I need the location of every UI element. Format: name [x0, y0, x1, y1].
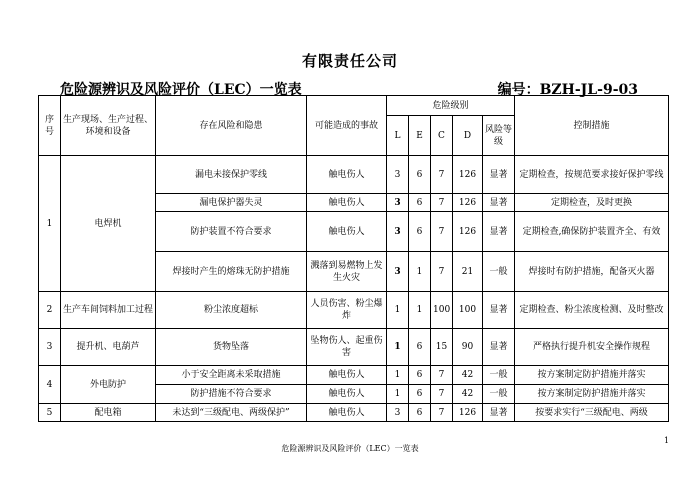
document-title: 危险源辨识及风险评价（LEC）一览表 [60, 82, 302, 98]
cell-control: 定期检查，按规范要求接好保护零线 [515, 156, 669, 194]
cell-C: 100 [431, 292, 453, 329]
cell-accident: 坠物伤人、起重伤害 [307, 329, 387, 366]
cell-D: 126 [453, 194, 483, 212]
cell-risk: 显著 [483, 194, 515, 212]
table-row [39, 329, 669, 366]
col-control: 控制措施 [515, 96, 669, 156]
cell-accident: 触电伤人 [307, 385, 387, 404]
cell-D: 21 [453, 252, 483, 292]
cell-seq: 2 [39, 292, 61, 329]
cell-risk: 显著 [483, 212, 515, 252]
cell-accident: 人员伤害、粉尘爆炸 [307, 292, 387, 329]
cell-C: 7 [431, 252, 453, 292]
cell-risk: 显著 [483, 292, 515, 329]
cell-hazard: 货物坠落 [156, 329, 307, 366]
col-seq: 序号 [39, 96, 61, 156]
page-footer: 危险源辨识及风险评价（LEC）一览表 [281, 444, 419, 453]
cell-accident: 溅落到易燃物上发生火灾 [307, 252, 387, 292]
cell-E: 6 [409, 404, 431, 422]
col-site: 生产现场、生产过程、环境和设备 [61, 96, 156, 156]
cell-E: 6 [409, 212, 431, 252]
cell-D: 42 [453, 366, 483, 385]
cell-control: 严格执行提升机安全操作规程 [515, 329, 669, 366]
cell-risk: 一般 [483, 385, 515, 404]
cell-hazard: 未达到“三级配电、两级保护” [156, 404, 307, 422]
cell-control: 按方案制定防护措施并落实 [515, 366, 669, 385]
cell-L: 3 [387, 194, 409, 212]
table-row [39, 404, 669, 422]
hazard-table [38, 95, 669, 422]
cell-D: 126 [453, 156, 483, 194]
col-accident: 可能造成的事故 [307, 96, 387, 156]
cell-C: 7 [431, 212, 453, 252]
cell-site: 配电箱 [61, 404, 156, 422]
cell-L: 1 [387, 329, 409, 366]
cell-control: 定期检查、粉尘浓度检测、及时整改 [515, 292, 669, 329]
cell-site: 电焊机 [61, 156, 156, 292]
cell-E: 1 [409, 292, 431, 329]
col-E: E [409, 116, 431, 156]
cell-C: 7 [431, 156, 453, 194]
cell-accident: 触电伤人 [307, 212, 387, 252]
cell-L: 1 [387, 385, 409, 404]
cell-control: 按方案制定防护措施并落实 [515, 385, 669, 404]
col-risk: 风险等级 [483, 116, 515, 156]
cell-accident: 触电伤人 [307, 366, 387, 385]
cell-control: 定期检查,确保防护装置齐全、有效 [515, 212, 669, 252]
cell-risk: 一般 [483, 366, 515, 385]
table-row [39, 292, 669, 329]
cell-D: 126 [453, 404, 483, 422]
cell-E: 6 [409, 385, 431, 404]
cell-hazard: 漏电未接保护零线 [156, 156, 307, 194]
col-D: D [453, 116, 483, 156]
cell-E: 6 [409, 156, 431, 194]
document-number: 编号：BZH-JL-9-03 [497, 82, 638, 98]
cell-D: 90 [453, 329, 483, 366]
cell-seq: 1 [39, 156, 61, 292]
cell-hazard: 焊接时产生的熔珠无防护措施 [156, 252, 307, 292]
cell-hazard: 防护措施不符合要求 [156, 385, 307, 404]
cell-C: 7 [431, 385, 453, 404]
cell-L: 1 [387, 292, 409, 329]
cell-L: 3 [387, 212, 409, 252]
cell-C: 7 [431, 194, 453, 212]
col-C: C [431, 116, 453, 156]
cell-accident: 触电伤人 [307, 404, 387, 422]
company-name: 有限责任公司 [301, 52, 398, 70]
cell-hazard: 漏电保护器失灵 [156, 194, 307, 212]
cell-seq: 5 [39, 404, 61, 422]
cell-C: 7 [431, 404, 453, 422]
cell-L: 3 [387, 404, 409, 422]
cell-control: 焊接时有防护措施，配备灭火器 [515, 252, 669, 292]
cell-hazard: 防护装置不符合要求 [156, 212, 307, 252]
cell-risk: 显著 [483, 329, 515, 366]
table-row [39, 156, 669, 194]
page-number: 1 [664, 436, 670, 445]
cell-control: 定期检查，及时更换 [515, 194, 669, 212]
col-level-group: 危险级别 [387, 96, 515, 116]
cell-E: 6 [409, 329, 431, 366]
cell-C: 7 [431, 366, 453, 385]
cell-E: 6 [409, 366, 431, 385]
cell-site: 提升机、电葫芦 [61, 329, 156, 366]
cell-E: 6 [409, 194, 431, 212]
cell-risk: 显著 [483, 156, 515, 194]
table-row [39, 366, 669, 385]
cell-D: 42 [453, 385, 483, 404]
cell-hazard: 粉尘浓度超标 [156, 292, 307, 329]
cell-L: 3 [387, 156, 409, 194]
cell-accident: 触电伤人 [307, 156, 387, 194]
cell-control: 按要求实行“三级配电、两级 [515, 404, 669, 422]
cell-C: 15 [431, 329, 453, 366]
col-L: L [387, 116, 409, 156]
cell-site: 生产车间饲料加工过程 [61, 292, 156, 329]
cell-risk: 一般 [483, 252, 515, 292]
col-hazard: 存在风险和隐患 [156, 96, 307, 156]
cell-L: 3 [387, 252, 409, 292]
cell-seq: 3 [39, 329, 61, 366]
cell-L: 1 [387, 366, 409, 385]
cell-risk: 显著 [483, 404, 515, 422]
cell-D: 126 [453, 212, 483, 252]
cell-accident: 触电伤人 [307, 194, 387, 212]
cell-hazard: 小于安全距离未采取措施 [156, 366, 307, 385]
cell-E: 1 [409, 252, 431, 292]
cell-D: 100 [453, 292, 483, 329]
cell-site: 外电防护 [61, 366, 156, 404]
cell-seq: 4 [39, 366, 61, 404]
